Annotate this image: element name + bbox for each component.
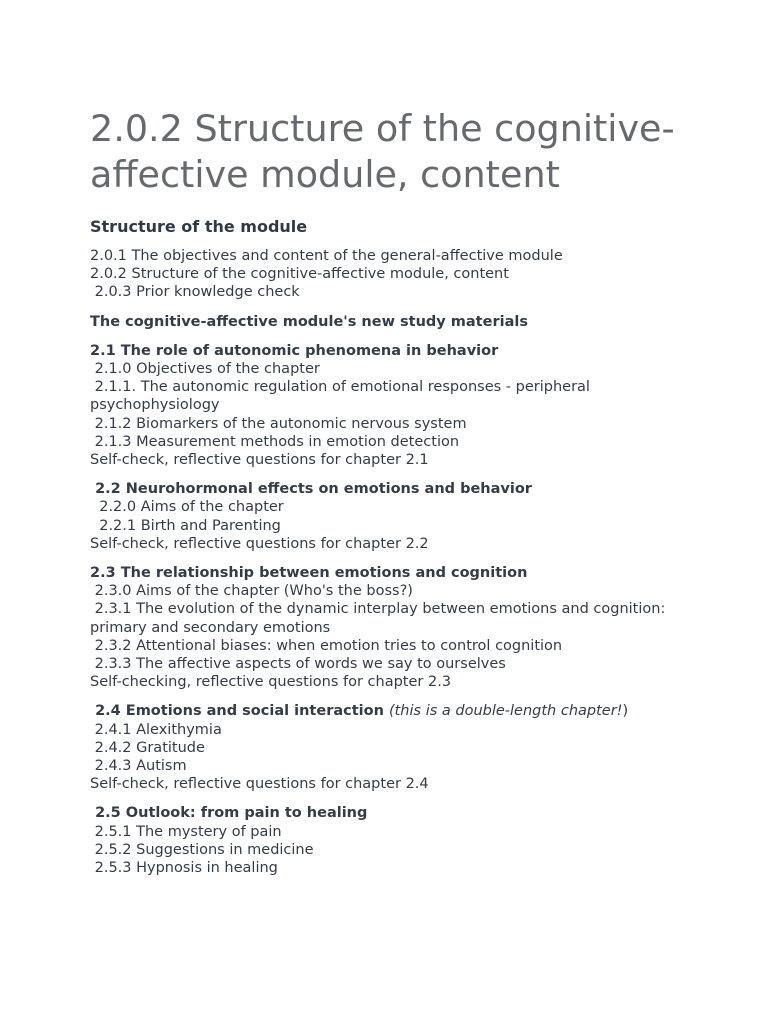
list-item: Self-checking, reflective questions for chapter 2.3: [90, 674, 452, 691]
section-heading-text: 2.3 The relationship between emotions and cognition: [90, 565, 528, 582]
list-item: 2.1.2 Biomarkers of the autonomic nervous system: [90, 415, 467, 432]
section-heading: [90, 702, 690, 720]
list-item: 2.2.1 Birth and Parenting: [90, 517, 281, 534]
structure-item: 2.0.1 The objectives and content of the general-affective module: [90, 248, 563, 264]
page-title: 2.0.2 Structure of the cognitive-affective module, content: [90, 107, 675, 196]
structure-heading: Structure of the module: [90, 217, 308, 236]
section-heading-text: 2.4 Emotions and social interaction: [90, 703, 389, 720]
materials-heading: The cognitive-affective module's new study materials: [90, 313, 528, 330]
list-item: 2.3.2 Attentional biases: when emotion tries to control cognition: [90, 637, 563, 654]
list-item: 2.5.3 Hypnosis in healing: [90, 860, 278, 877]
structure-item: 2.0.2 Structure of the cognitive-affective module, content: [90, 266, 509, 283]
list-item: 2.5.2 Suggestions in medicine: [90, 841, 314, 858]
list-item: 2.5.1 The mystery of pain: [90, 823, 282, 840]
section-heading: [90, 564, 690, 582]
list-item: 2.3.1 The evolution of the dynamic interplay between emotions and cognition: primary and secondary emotions: [90, 601, 670, 636]
list-item: 2.4.2 Gratitude: [90, 739, 205, 756]
section-2-5: [90, 804, 690, 877]
list-item: Self-check, reflective questions for chapter 2.4: [90, 776, 429, 793]
structure-list: [90, 247, 690, 302]
list-item: 2.1.3 Measurement methods in emotion detection: [90, 433, 460, 450]
section-note-suffix: ): [622, 703, 629, 720]
section-heading: [90, 480, 690, 498]
section-heading-text: 2.1 The role of autonomic phenomena in behavior: [90, 342, 499, 359]
section-2-1: [90, 342, 690, 469]
section-heading-text: 2.5 Outlook: from pain to healing: [90, 805, 368, 822]
list-item: Self-check, reflective questions for chapter 2.2: [90, 535, 429, 552]
list-item: Self-check, reflective questions for chapter 2.1: [90, 452, 429, 469]
list-item: 2.3.3 The affective aspects of words we say to ourselves: [90, 656, 506, 673]
section-heading: [90, 804, 690, 822]
list-item: 2.2.0 Aims of the chapter: [90, 499, 284, 516]
section-2-3: [90, 564, 690, 691]
list-item: 2.1.0 Objectives of the chapter: [90, 361, 320, 378]
section-2-4: [90, 702, 690, 793]
document-page: [90, 106, 690, 877]
section-heading-text: 2.2 Neurohormonal effects on emotions and behavior: [90, 481, 532, 498]
section-2-2: [90, 480, 690, 553]
list-item: 2.4.1 Alexithymia: [90, 721, 222, 738]
list-item: 2.1.1. The autonomic regulation of emotional responses - peripheral psychophysiology: [90, 379, 595, 414]
list-item: 2.3.0 Aims of the chapter (Who's the boss?): [90, 583, 413, 600]
list-item: 2.4.3 Autism: [90, 758, 187, 775]
structure-item: 2.0.3 Prior knowledge check: [90, 284, 300, 301]
section-note: (this is a double-length chapter!: [388, 703, 623, 720]
section-heading: [90, 342, 690, 360]
